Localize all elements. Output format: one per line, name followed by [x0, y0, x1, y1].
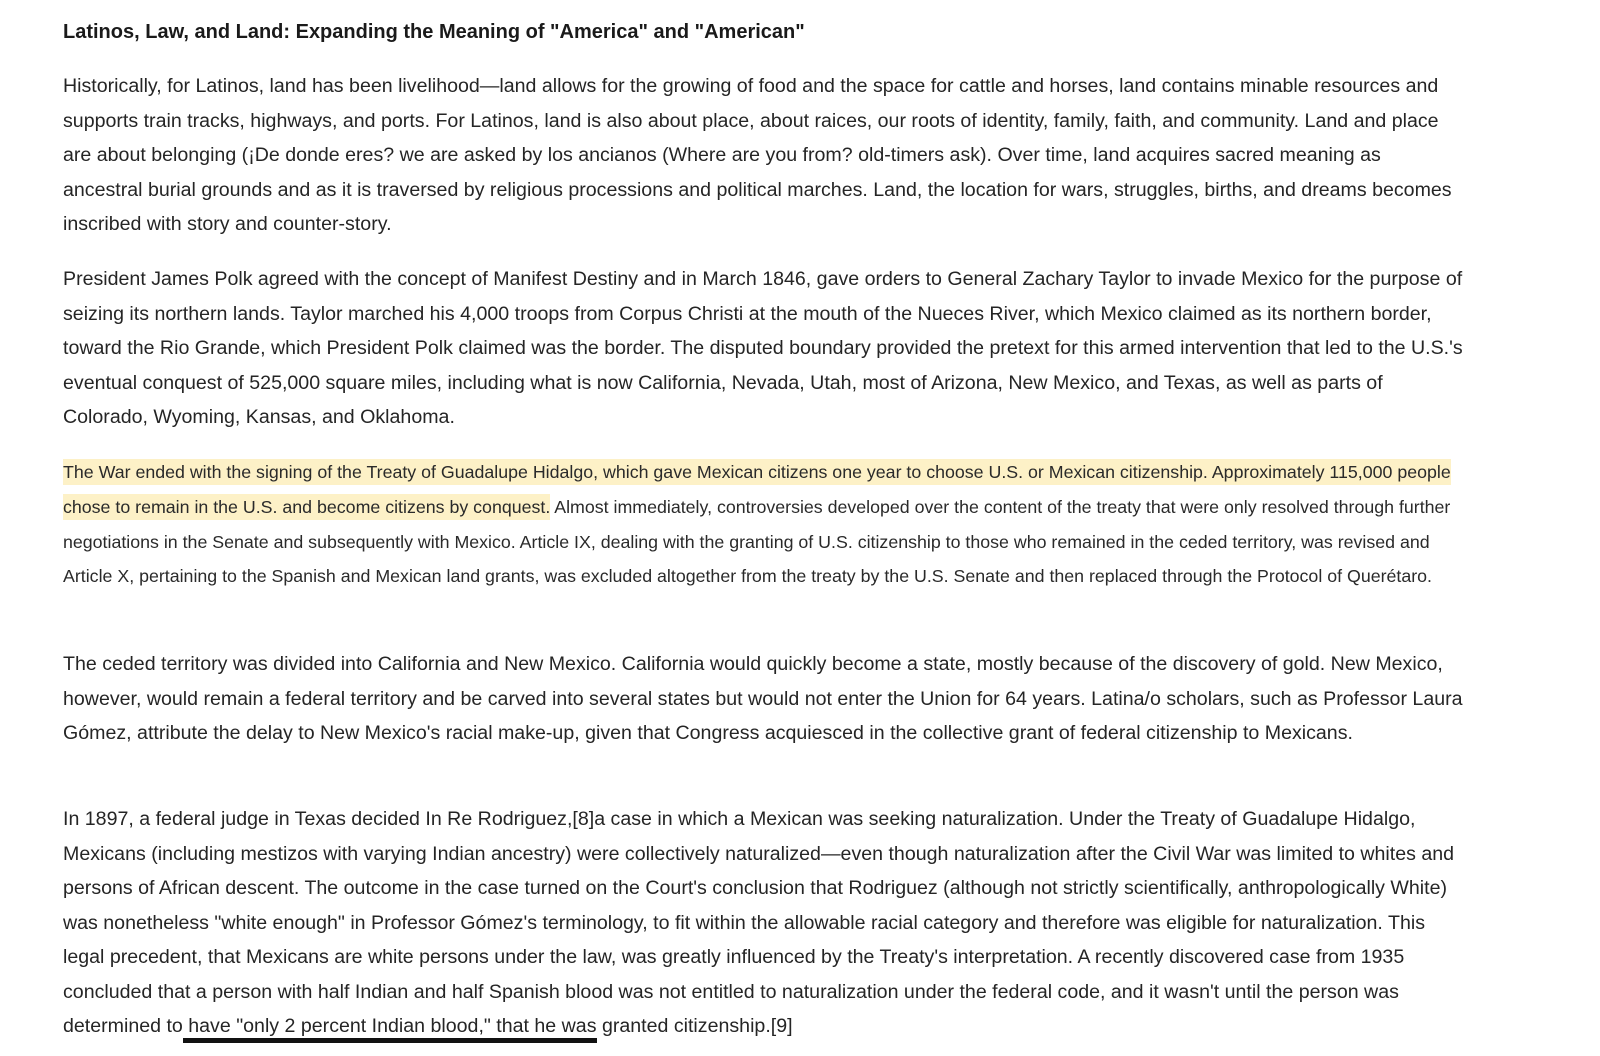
paragraph-in-re-rodriguez	[63, 802, 1463, 1044]
paragraph-ceded-territory: The ceded territory was divided into California and New Mexico. California would quickly become a state, mostly because of the discovery of gold. New Mexico, however, would remain a federal territory and be carved into several states but would not enter the Union for 64 years. Latina/o scholars, such as Professor Laura Gómez, attribute the delay to New Mexico's racial make-up, given that Congress acquiesced in the collective grant of federal citizenship to Mexicans.	[63, 653, 1463, 744]
paragraph-polk-invasion: President James Polk agreed with the concept of Manifest Destiny and in March 1846, gave orders to General Zachary Taylor to invade Mexico for the purpose of seizing its northern lands. Taylor marched his 4,000 troops from Corpus Christi at the mouth of the Nueces River, which Mexico claimed as its northern border, toward the Rio Grande, which President Polk claimed was the border. The disputed boundary provided the pretext for this armed intervention that led to the U.S.'s eventual conquest of 525,000 square miles, including what is now California, Nevada, Utah, most of Arizona, New Mexico, and Texas, as well as parts of Colorado, Wyoming, Kansas, and Oklahoma.	[63, 268, 1463, 428]
paragraph-rodriguez-text: In 1897, a federal judge in Texas decided In Re Rodriguez,[8]a case in which a Mexican was seeking naturalization. Under the Treaty of Guadalupe Hidalgo, Mexicans (including mestizos with varying Indian ancestry) were collectively naturalized—even though naturalization after the Civil War was limited to whites and persons of African descent. The outcome in the case turned on the Court's conclusion that Rodriguez (although not strictly scientifically, anthropologically White) was nonetheless "white enough" in Professor Gómez's terminology, to fit within the allowable racial category and therefore was eligible for naturalization. This legal precedent, that Mexicans are white persons under the law, was greatly influenced by the Treaty's interpretation. A recently discovered case from 1935 concluded that a person with half Indian and half Spanish blood was not entitled to naturalization under the federal code, and it wasn't until the person was determined to	[63, 808, 1455, 1037]
paragraph-treaty	[63, 455, 1461, 594]
paragraph-land-livelihood: Historically, for Latinos, land has been livelihood—land allows for the growing of food and the space for cattle and horses, land contains minable resources and supports train tracks, highways, and ports. For Latinos, land is also about place, about raices, our roots of identity, family, faith, and community. Land and place are about belonging (¡De donde eres? we are asked by los ancianos (Where are you from? old-timers ask). Over time, land acquires sacred meaning as ancestral burial grounds and as it is traversed by religious processions and political marches. Land, the location for wars, struggles, births, and dreams becomes inscribed with story and counter-story.	[63, 75, 1452, 235]
underlined-passage[interactable]: have "only 2 percent Indian blood," that he was	[183, 1015, 597, 1043]
article-title: Latinos, Law, and Land: Expanding the Meaning of "America" and "American"	[63, 21, 805, 43]
paragraph-rodriguez-ending: granted citizenship.[9]	[596, 1015, 793, 1037]
highlighted-passage[interactable]: The War ended with the signing of the Treaty of Guadalupe Hidalgo, which gave Mexican citizens one year to choose U.S. or Mexican citizenship. Approximately 115,000 people chose to remain in the U.S. and become citizens by conquest.	[63, 459, 1451, 520]
paragraph-treaty-text: Almost immediately, controversies developed over the content of the treaty that were only resolved through further negotiations in the Senate and subsequently with Mexico. Article IX, dealing with the granting of U.S. citizenship to those who remained in the ceded territory, was revised and Article X, pertaining to the Spanish and Mexican land grants, was excluded altogether from the treaty by the U.S. Senate and then replaced through the Protocol of Querétaro.	[63, 496, 1451, 587]
